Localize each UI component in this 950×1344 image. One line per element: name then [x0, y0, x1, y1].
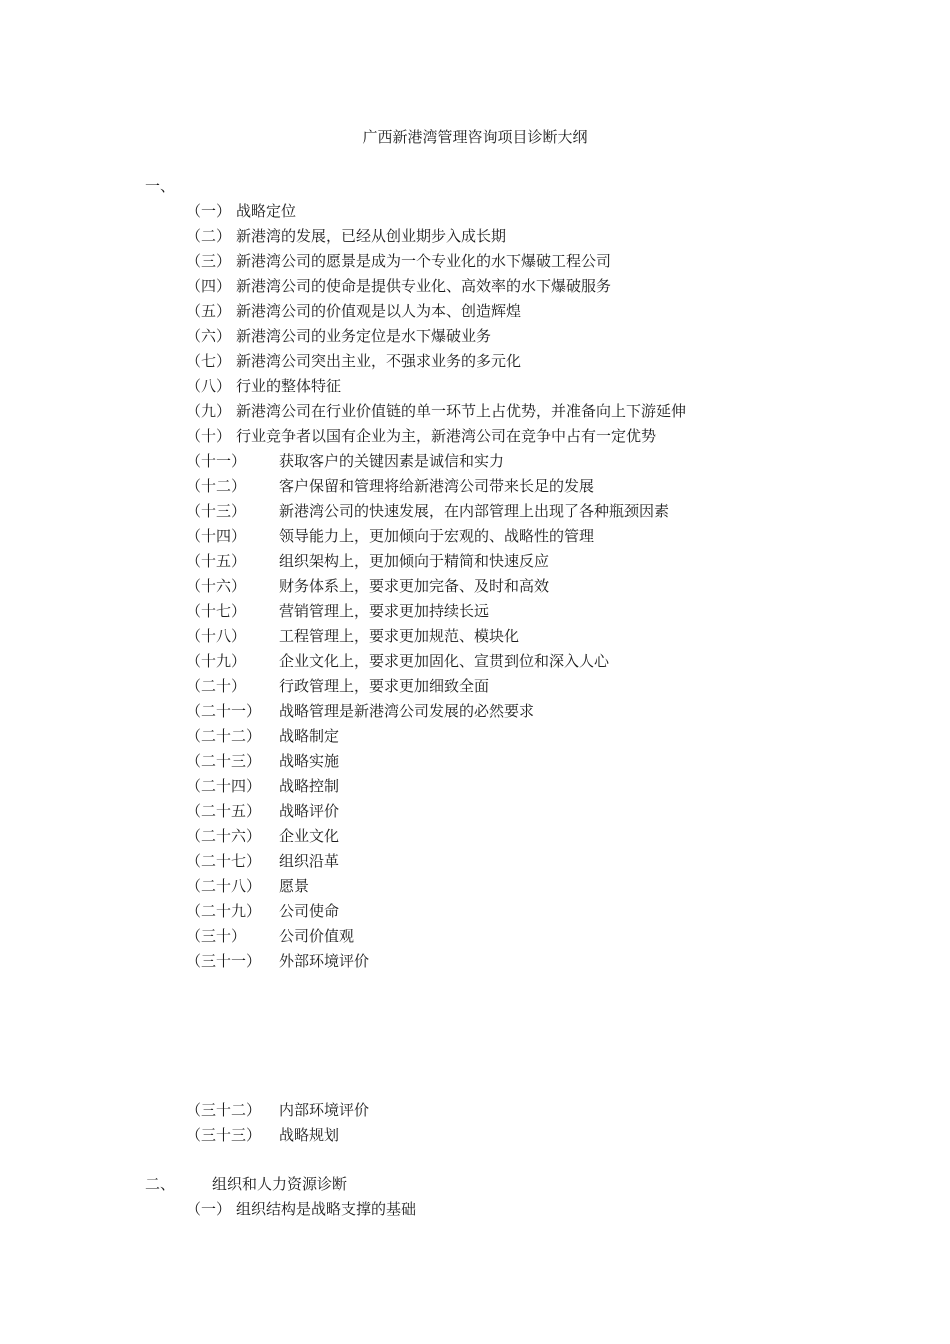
item-number: （二）	[186, 227, 232, 245]
item-number: （十四）	[186, 527, 247, 545]
item-text: 战略规划	[279, 1126, 340, 1144]
item-number: （十）	[186, 427, 232, 445]
item-text: 行业的整体特征	[236, 377, 342, 395]
item-text: 战略管理是新港湾公司发展的必然要求	[279, 702, 535, 720]
item-number: （三十）	[186, 927, 247, 945]
item-text: 组织架构上，更加倾向于精简和快速反应	[279, 552, 550, 570]
item-text: 新港湾公司突出主业，不强求业务的多元化	[236, 352, 522, 370]
item-number: （八）	[186, 377, 232, 395]
item-text: 战略评价	[279, 802, 340, 820]
item-number: （十七）	[186, 602, 247, 620]
item-text: 战略定位	[236, 202, 297, 220]
item-text: 新港湾公司在行业价值链的单一环节上占优势，并准备向上下游延伸	[236, 402, 687, 420]
item-text: 公司使命	[279, 902, 340, 920]
item-number: （二十二）	[186, 727, 262, 745]
item-number: （二十）	[186, 677, 247, 695]
section-label: 二、	[145, 1175, 176, 1193]
item-number: （二十八）	[186, 877, 262, 895]
item-number: （二十六）	[186, 827, 262, 845]
item-text: 行业竞争者以国有企业为主，新港湾公司在竞争中占有一定优势	[236, 427, 657, 445]
item-number: （二十四）	[186, 777, 262, 795]
item-text: 新港湾公司的业务定位是水下爆破业务	[236, 327, 492, 345]
section-label: 一、	[145, 177, 176, 195]
item-text: 公司价值观	[279, 927, 355, 945]
item-number: （三十二）	[186, 1101, 262, 1119]
item-number: （十五）	[186, 552, 247, 570]
item-number: （七）	[186, 352, 232, 370]
item-text: 新港湾公司的使命是提供专业化、高效率的水下爆破服务	[236, 277, 612, 295]
item-number: （二十九）	[186, 902, 262, 920]
item-number: （六）	[186, 327, 232, 345]
item-text: 新港湾公司的愿景是成为一个专业化的水下爆破工程公司	[236, 252, 612, 270]
item-number: （二十七）	[186, 852, 262, 870]
item-text: 战略控制	[279, 777, 340, 795]
item-text: 战略实施	[279, 752, 340, 770]
item-text: 新港湾公司的价值观是以人为本、创造辉煌	[236, 302, 522, 320]
item-number: （一）	[186, 1200, 232, 1218]
item-number: （十二）	[186, 477, 247, 495]
item-number: （一）	[186, 202, 232, 220]
item-number: （三十三）	[186, 1126, 262, 1144]
item-text: 愿景	[279, 877, 310, 895]
section-heading: 组织和人力资源诊断	[212, 1175, 348, 1193]
item-number: （十三）	[186, 502, 247, 520]
item-text: 企业文化上，要求更加固化、宣贯到位和深入人心	[279, 652, 610, 670]
item-text: 组织沿革	[279, 852, 340, 870]
item-number: （九）	[186, 402, 232, 420]
item-text: 客户保留和管理将给新港湾公司带来长足的发展	[279, 477, 595, 495]
item-text: 内部环境评价	[279, 1101, 370, 1119]
item-text: 企业文化	[279, 827, 340, 845]
item-number: （二十五）	[186, 802, 262, 820]
item-text: 领导能力上，更加倾向于宏观的、战略性的管理	[279, 527, 595, 545]
item-number: （十一）	[186, 452, 247, 470]
item-number: （十八）	[186, 627, 247, 645]
item-text: 新港湾公司的快速发展，在内部管理上出现了各种瓶颈因素	[279, 502, 670, 520]
item-text: 工程管理上，要求更加规范、模块化	[279, 627, 520, 645]
item-number: （二十一）	[186, 702, 262, 720]
section-2-header	[145, 1173, 348, 1195]
item-text: 组织结构是战略支撑的基础	[236, 1200, 417, 1218]
item-text: 营销管理上，要求更加持续长远	[279, 602, 490, 620]
item-text: 获取客户的关键因素是诚信和实力	[279, 452, 505, 470]
item-number: （五）	[186, 302, 232, 320]
item-text: 外部环境评价	[279, 952, 370, 970]
item-text: 新港湾的发展，已经从创业期步入成长期	[236, 227, 507, 245]
item-number: （二十三）	[186, 752, 262, 770]
item-text: 行政管理上，要求更加细致全面	[279, 677, 490, 695]
item-number: （十六）	[186, 577, 247, 595]
item-number: （十九）	[186, 652, 247, 670]
item-number: （四）	[186, 277, 232, 295]
item-number: （三十一）	[186, 952, 262, 970]
item-text: 战略制定	[279, 727, 340, 745]
document-title: 广西新港湾管理咨询项目诊断大纲	[362, 128, 588, 146]
section-1-header	[145, 175, 175, 197]
item-number: （三）	[186, 252, 232, 270]
item-text: 财务体系上，要求更加完备、及时和高效	[279, 577, 550, 595]
